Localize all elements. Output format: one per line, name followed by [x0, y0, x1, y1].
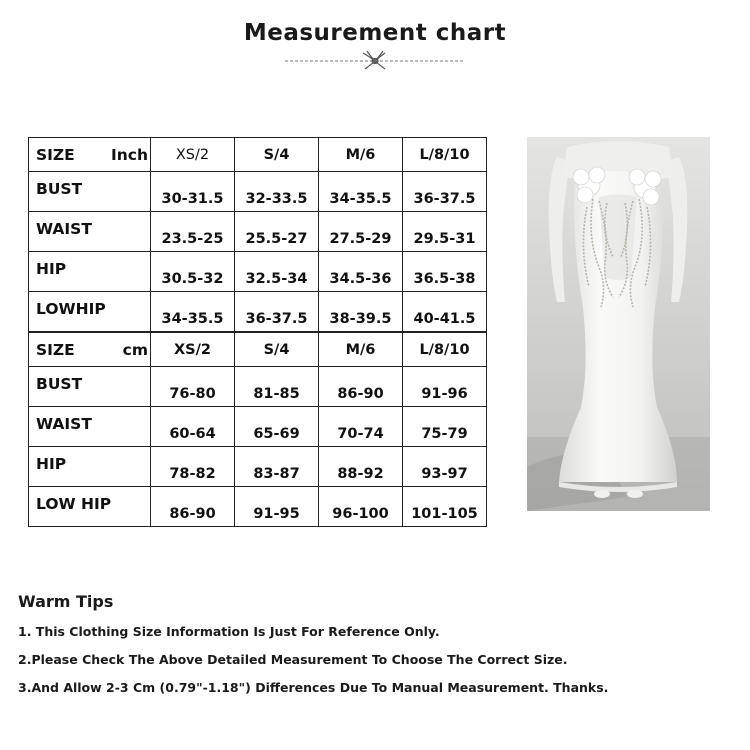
- table-cell: 29.5-31: [403, 212, 487, 252]
- table-cell: 34.5-36: [319, 252, 403, 292]
- table-cell: 32.5-34: [235, 252, 319, 292]
- table-cell: 60-64: [151, 407, 235, 447]
- table-cell: 83-87: [235, 447, 319, 487]
- row-label: LOW HIP: [29, 487, 151, 527]
- dress-illustration: [527, 137, 710, 511]
- table-cell: 86-90: [319, 367, 403, 407]
- table-row: [29, 292, 487, 332]
- table-row: [29, 447, 487, 487]
- table-cell: 91-95: [235, 487, 319, 527]
- table-cell: 88-92: [319, 447, 403, 487]
- page-title: Measurement chart: [243, 20, 507, 46]
- tip-item: 1. This Clothing Size Information Is Just For Reference Only.: [18, 624, 440, 639]
- table-cell: 91-96: [403, 367, 487, 407]
- inch-header-size-cell: [29, 138, 151, 172]
- table-row: [29, 172, 487, 212]
- table-cell: 38-39.5: [319, 292, 403, 332]
- warm-tips-title: Warm Tips: [18, 592, 114, 611]
- inch-header-row: [29, 138, 487, 172]
- row-label: HIP: [29, 252, 151, 292]
- table-cell: 65-69: [235, 407, 319, 447]
- table-cell: 78-82: [151, 447, 235, 487]
- tip-item: 3.And Allow 2-3 Cm (0.79"-1.18") Differences Due To Manual Measurement. Thanks.: [18, 680, 609, 695]
- inch-size-s: S/4: [235, 138, 319, 172]
- table-cell: 30.5-32: [151, 252, 235, 292]
- table-cell: 81-85: [235, 367, 319, 407]
- row-label: BUST: [29, 367, 151, 407]
- cm-size-l: L/8/10: [403, 333, 487, 367]
- table-cell: 34-35.5: [151, 292, 235, 332]
- cm-header-size-cell: [29, 333, 151, 367]
- cm-header-row: [29, 333, 487, 367]
- row-label: HIP: [29, 447, 151, 487]
- cm-size-xs: XS/2: [151, 333, 235, 367]
- table-row: [29, 487, 487, 527]
- inch-size-xs: XS/2: [151, 138, 235, 172]
- table-cell: 25.5-27: [235, 212, 319, 252]
- inch-size-label: SIZE: [36, 145, 75, 164]
- table-cell: 36.5-38: [403, 252, 487, 292]
- table-cell: 75-79: [403, 407, 487, 447]
- row-label: BUST: [29, 172, 151, 212]
- table-row: [29, 252, 487, 292]
- table-cell: 70-74: [319, 407, 403, 447]
- cm-size-label: SIZE: [36, 340, 75, 359]
- table-cell: 86-90: [151, 487, 235, 527]
- bow-ornament-icon: [363, 51, 385, 69]
- row-label: WAIST: [29, 407, 151, 447]
- table-cell: 76-80: [151, 367, 235, 407]
- table-cell: 93-97: [403, 447, 487, 487]
- cm-size-m: M/6: [319, 333, 403, 367]
- table-cell: 27.5-29: [319, 212, 403, 252]
- tip-item: 2.Please Check The Above Detailed Measurement To Choose The Correct Size.: [18, 652, 568, 667]
- table-cell: 101-105: [403, 487, 487, 527]
- table-cell: 34-35.5: [319, 172, 403, 212]
- table-row: [29, 212, 487, 252]
- row-label: WAIST: [29, 212, 151, 252]
- table-cell: 36-37.5: [403, 172, 487, 212]
- inch-size-table: [28, 137, 487, 332]
- table-cell: 96-100: [319, 487, 403, 527]
- table-row: [29, 367, 487, 407]
- row-label: LOWHIP: [29, 292, 151, 332]
- table-cell: 40-41.5: [403, 292, 487, 332]
- cm-size-table: [28, 332, 487, 527]
- inch-size-l: L/8/10: [403, 138, 487, 172]
- table-cell: 30-31.5: [151, 172, 235, 212]
- table-cell: 23.5-25: [151, 212, 235, 252]
- inch-size-m: M/6: [319, 138, 403, 172]
- table-cell: 32-33.5: [235, 172, 319, 212]
- cm-unit-label: cm: [122, 340, 148, 359]
- decorative-divider: [285, 47, 465, 75]
- product-photo: [527, 137, 710, 511]
- table-row: [29, 407, 487, 447]
- inch-unit-label: Inch: [110, 145, 148, 164]
- table-cell: 36-37.5: [235, 292, 319, 332]
- cm-size-s: S/4: [235, 333, 319, 367]
